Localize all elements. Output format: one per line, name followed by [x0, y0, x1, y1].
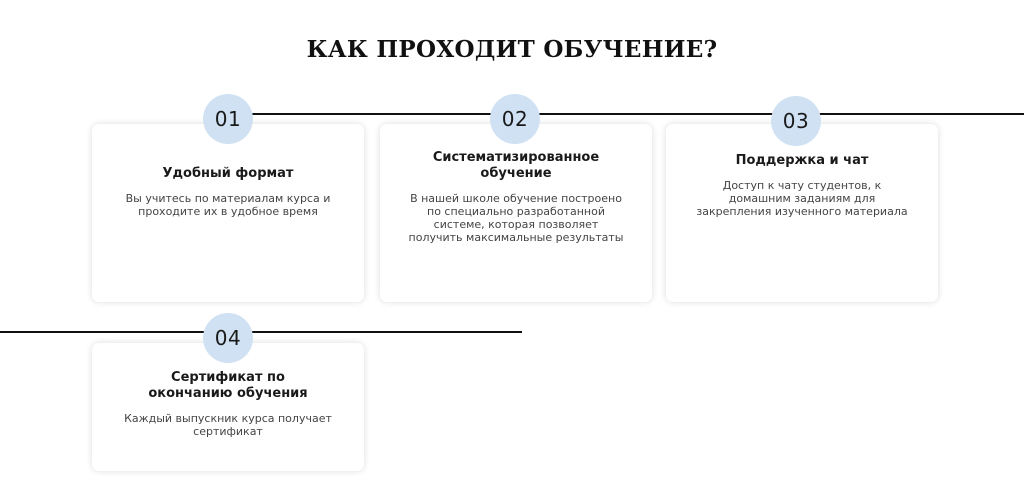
step-number-badge: 03 [771, 96, 821, 146]
section-title: КАК ПРОХОДИТ ОБУЧЕНИЕ? [306, 36, 718, 63]
step-card-3 [666, 124, 938, 302]
step-title: Систематизированное обучение [432, 150, 600, 181]
step-title: Поддержка и чат [735, 153, 869, 168]
step-card-2 [380, 124, 652, 302]
step-number-badge: 01 [203, 94, 253, 144]
step-number-badge: 04 [203, 313, 253, 363]
step-card-1 [92, 124, 364, 302]
step-title: Удобный формат [162, 166, 294, 181]
step-description: Доступ к чату студентов, к домашним заданиям для закрепления изученного материала [696, 179, 908, 218]
step-description: Вы учитесь по материалам курса и проходите их в удобное время [125, 192, 331, 218]
step-number-badge: 02 [490, 94, 540, 144]
timeline-line-bottom [0, 331, 522, 333]
step-description: В нашей школе обучение построено по специально разработанной системе, которая позволяет получить максимальные результаты [408, 192, 624, 244]
step-title: Сертификат по окончанию обучения [148, 370, 308, 401]
timeline-line-top [228, 113, 1024, 115]
step-description: Каждый выпускник курса получает сертификат [124, 412, 332, 438]
